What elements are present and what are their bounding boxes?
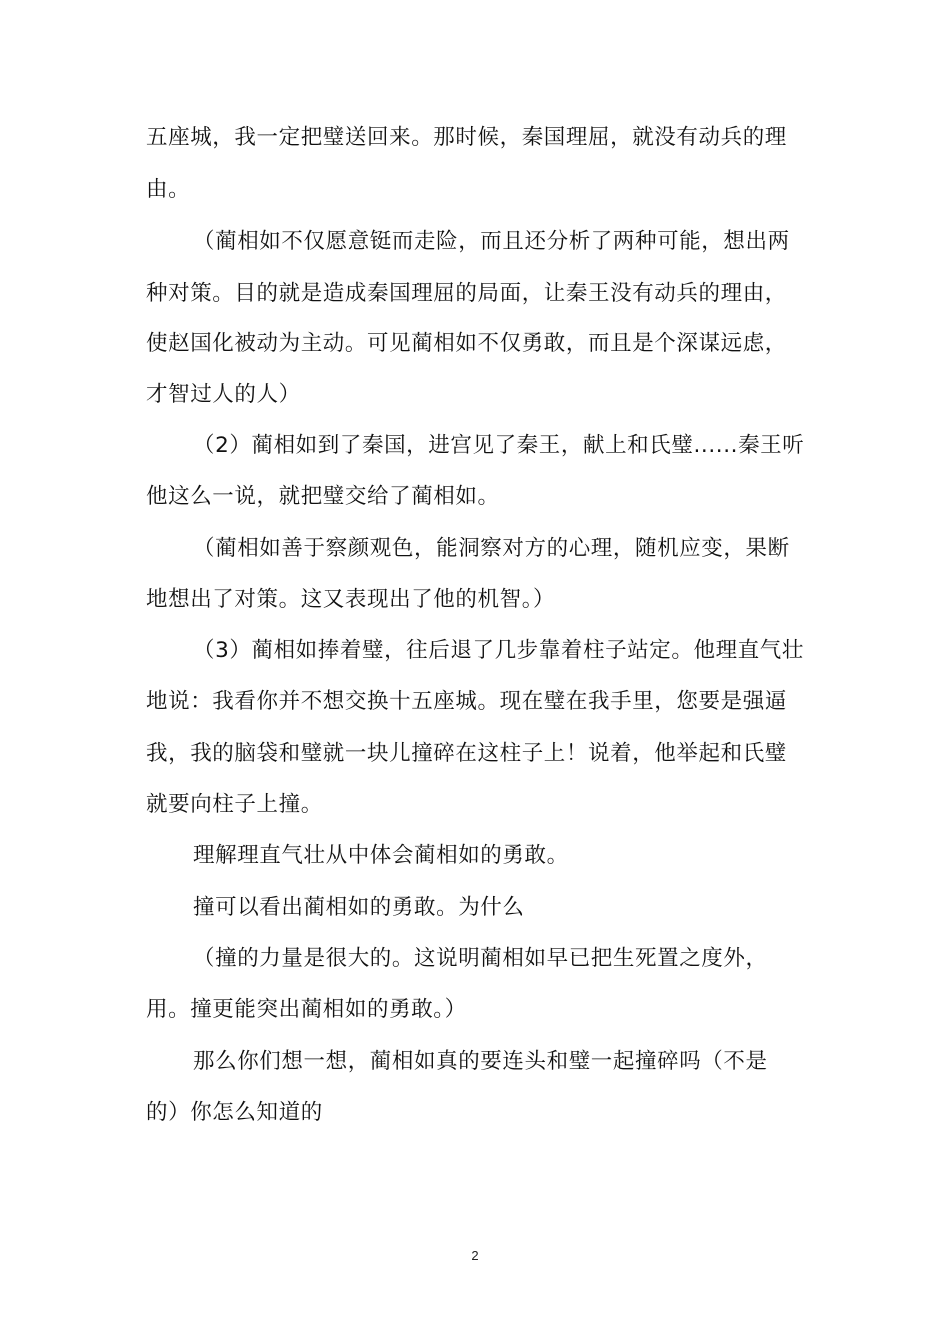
text-line: 用。撞更能突出蔺相如的勇敢。） bbox=[146, 997, 467, 1022]
text-line: 的）你怎么知道的 bbox=[146, 1100, 323, 1125]
text-line: 才智过人的人） bbox=[146, 382, 301, 407]
text-line: 五座城，我一定把璧送回来。那时候，秦国理屈，就没有动兵的理 bbox=[146, 125, 787, 150]
text-line: 我，我的脑袋和璧就一块儿撞碎在这柱子上！说着，他举起和氏璧 bbox=[146, 741, 787, 766]
text-line: 地说：我看你并不想交换十五座城。现在璧在我手里，您要是强逼 bbox=[146, 689, 787, 714]
text-line: 地想出了对策。这又表现出了他的机智。） bbox=[146, 587, 556, 612]
text-line: （蔺相如善于察颜观色，能洞察对方的心理，随机应变，果断 bbox=[193, 536, 790, 561]
text-line: 种对策。目的就是造成秦国理屈的局面，让秦王没有动兵的理由， bbox=[146, 281, 787, 306]
text-line: 理解理直气壮从中体会蔺相如的勇敢。 bbox=[193, 843, 569, 868]
text-line: （撞的力量是很大的。这说明蔺相如早已把生死置之度外， bbox=[193, 946, 768, 971]
text-line: 使赵国化被动为主动。可见蔺相如不仅勇敢，而且是个深谋远虑， bbox=[146, 331, 787, 356]
text-line: 他这么一说，就把璧交给了蔺相如。 bbox=[146, 484, 500, 509]
text-line: （3）蔺相如捧着璧，往后退了几步靠着柱子站定。他理直气壮 bbox=[193, 638, 804, 663]
text-line: 由。 bbox=[146, 177, 191, 202]
page-number: 2 bbox=[471, 1248, 479, 1263]
text-line: 撞可以看出蔺相如的勇敢。为什么 bbox=[193, 895, 525, 920]
text-line: （蔺相如不仅愿意铤而走险，而且还分析了两种可能，想出两 bbox=[193, 229, 790, 254]
text-line: 就要向柱子上撞。 bbox=[146, 792, 323, 817]
text-line: （2）蔺相如到了秦国，进宫见了秦王，献上和氏璧......秦王听 bbox=[193, 433, 805, 458]
text-line: 那么你们想一想，蔺相如真的要连头和璧一起撞碎吗（不是 bbox=[193, 1049, 768, 1074]
